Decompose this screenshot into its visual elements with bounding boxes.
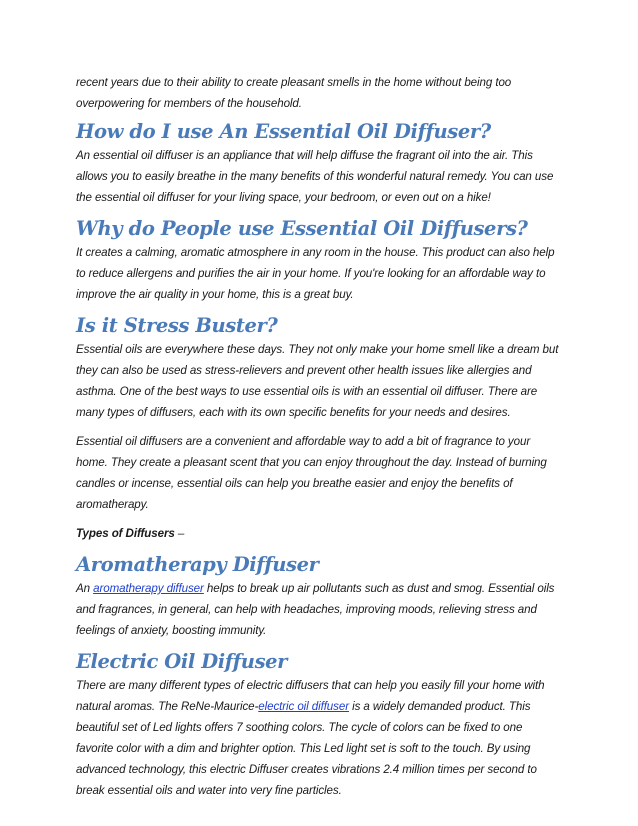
electric-text-post: is a widely demanded product. This beautiful set of Led lights offers 7 soothing colors. The cycle of colors can be fixed to one favorite color with a dim and brighter option. This Led light set is soft to the touch. By using advanced technology, this electric Diffuser creates vibrations 2.4 million times per second to break essential oils and water into very fine particles. — [76, 700, 537, 797]
aroma-text-post: helps to break up air pollutants such as dust and smog. Essential oils and fragrances, in general, can help with headaches, improving moods, relieving stress and feelings of anxiety, boosting immunity. — [76, 582, 555, 637]
aromatherapy-diffuser-link[interactable]: aromatherapy diffuser — [93, 582, 204, 595]
paragraph-why-use: It creates a calming, aromatic atmosphere in any room in the house. This product can also help to reduce allergens and purifies the air in your home. If you're looking for an affordable way to improve the air quality in your home, this is a great buy. — [76, 246, 555, 301]
paragraph-stress-1: Essential oils are everywhere these days. They not only make your home smell like a dream but they can also be used as stress-relievers and prevent other health issues like allergies and asthma. One of the best ways to use essential oils is with an essential oil diffuser. There are many types of diffusers, each with its own specific benefits for your needs and desires. — [76, 343, 559, 419]
paragraph-electric — [76, 675, 562, 801]
electric-text-pre: There are many different types of electric diffusers that can help you easily fill your home with natural aromas. The ReNe-Maurice- — [76, 679, 545, 713]
types-of-diffusers-label: Types of Diffusers — [76, 527, 175, 540]
heading-electric-oil-diffuser: Electric Oil Diffuser — [76, 650, 288, 673]
paragraph-how-to-use: An essential oil diffuser is an appliance that will help diffuse the fragrant oil into the air. This allows you to easily breathe in the many benefits of this wonderful natural remedy. You can use the essential oil diffuser for your living space, your bedroom, or even out on a hike! — [76, 149, 554, 204]
electric-oil-diffuser-link[interactable]: electric oil diffuser — [258, 700, 349, 713]
paragraph-stress-2: Essential oil diffusers are a convenient and affordable way to add a bit of fragrance to your home. They create a pleasant scent that you can enjoy throughout the day. Instead of burning candles or incense, essential oils can help you breathe easier and enjoy the benefits of aromatherapy. — [76, 435, 547, 511]
aroma-text-pre: An — [76, 582, 94, 595]
paragraph-aromatherapy — [76, 578, 562, 641]
types-of-diffusers-line — [76, 523, 562, 544]
heading-why-use: Why do People use Essential Oil Diffusers? — [76, 217, 528, 240]
document-content — [76, 0, 562, 801]
heading-aromatherapy-diffuser: Aromatherapy Diffuser — [76, 553, 319, 576]
intro-paragraph: recent years due to their ability to create pleasant smells in the home without being too overpowering for members of the household. — [76, 76, 512, 110]
heading-how-to-use: How do I use An Essential Oil Diffuser? — [76, 120, 491, 143]
heading-stress-buster: Is it Stress Buster? — [76, 314, 278, 337]
types-dash: – — [174, 527, 185, 540]
